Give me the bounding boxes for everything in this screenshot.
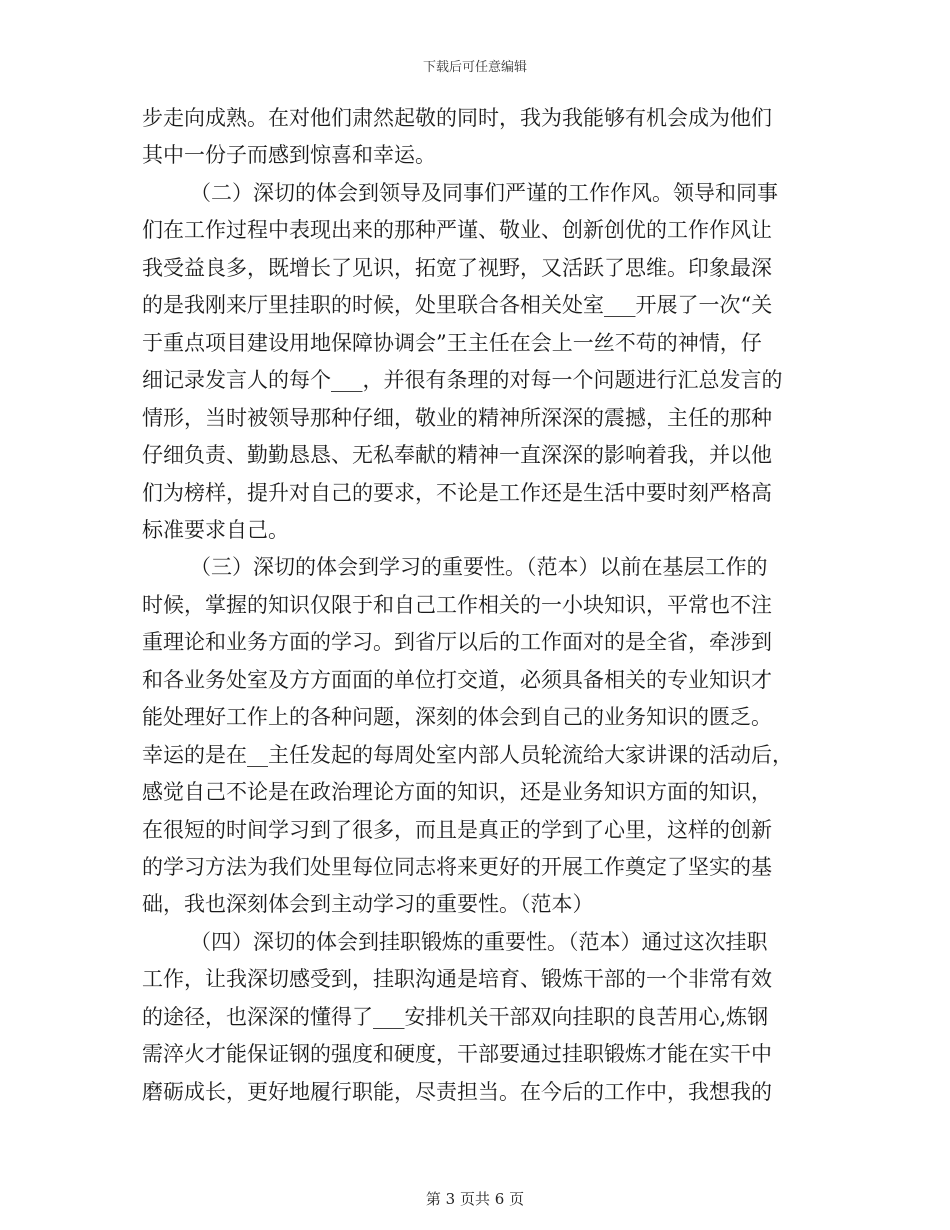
- text-line: 的是我刚来厅里挂职的时候，处里联合各相关处室___开展了一次“关: [142, 293, 773, 318]
- text-line: 仔细负责、勤勤恳恳、无私奉献的精神一直深深的影响着我，并以他: [142, 443, 772, 468]
- text-line: （四）深切的体会到挂职锻炼的重要性。（范本）通过这次挂职: [190, 929, 768, 954]
- text-line: 感觉自己不论是在政治理论方面的知识，还是业务知识方面的知识，: [142, 780, 772, 805]
- page-footer: 第 3 页共 6 页: [425, 1190, 525, 1208]
- text-line: （二）深切的体会到领导及同事们严谨的工作作风。领导和同事: [190, 180, 778, 205]
- text-line: 们在工作过程中表现出来的那种严谨、敬业、创新创优的工作作风让: [142, 218, 772, 243]
- text-line: 步走向成熟。在对他们肃然起敬的同时，我为我能够有机会成为他们: [142, 106, 772, 130]
- page-header: 下载后可任意编辑: [422, 60, 527, 75]
- text-line: 细记录发言人的每个___，并很有条理的对每一个问题进行汇总发言的: [142, 368, 783, 393]
- text-line: 的途径，也深深的懂得了___安排机关干部双向挂职的良苦用心,炼钢: [142, 1004, 769, 1029]
- text-line: 时候，掌握的知识仅限于和自己工作相关的一小块知识，平常也不注: [142, 592, 772, 617]
- text-line: 重理论和业务方面的学习。到省厅以后的工作面对的是全省，牵涉到: [142, 630, 772, 655]
- text-line: 我受益良多，既增长了见识，拓宽了视野，又活跃了思维。印象最深: [142, 255, 772, 280]
- text-line: 情形，当时被领导那种仔细，敬业的精神所深深的震撼，主任的那种: [142, 405, 772, 430]
- text-line: 于重点项目建设用地保障协调会”王主任在会上一丝不苟的神情，仔: [142, 330, 762, 355]
- text-line: 能处理好工作上的各种问题，深刻的体会到自己的业务知识的匮乏。: [142, 705, 772, 730]
- text-line: （三）深切的体会到学习的重要性。（范本）以前在基层工作的: [190, 555, 768, 580]
- text-line: 磨砺成长，更好地履行职能，尽责担当。在今后的工作中，我想我的: [142, 1079, 772, 1104]
- text-line: 在很短的时间学习到了很多，而且是真正的学到了心里，这样的创新: [142, 817, 772, 842]
- text-line: 和各业务处室及方方面面的单位打交道，必须具备相关的专业知识才: [142, 667, 772, 692]
- text-line: 标准要求自己。: [142, 517, 289, 542]
- text-line: 工作，让我深切感受到，挂职沟通是培育、锻炼干部的一个非常有效: [142, 967, 772, 992]
- text-line: 础，我也深刻体会到主动学习的重要性。（范本）: [142, 892, 594, 917]
- text-line: 需淬火才能保证钢的强度和硬度，干部要通过挂职锻炼才能在实干中: [142, 1042, 772, 1067]
- text-line: 其中一份子而感到惊喜和幸运。: [142, 143, 436, 168]
- text-line: 幸运的是在__主任发起的每周处室内部人员轮流给大家讲课的活动后，: [142, 742, 793, 767]
- text-line: 们为榜样，提升对自己的要求，不论是工作还是生活中要时刻严格高: [142, 480, 772, 505]
- text-line: 的学习方法为我们处里每位同志将来更好的开展工作奠定了坚实的基: [142, 855, 772, 879]
